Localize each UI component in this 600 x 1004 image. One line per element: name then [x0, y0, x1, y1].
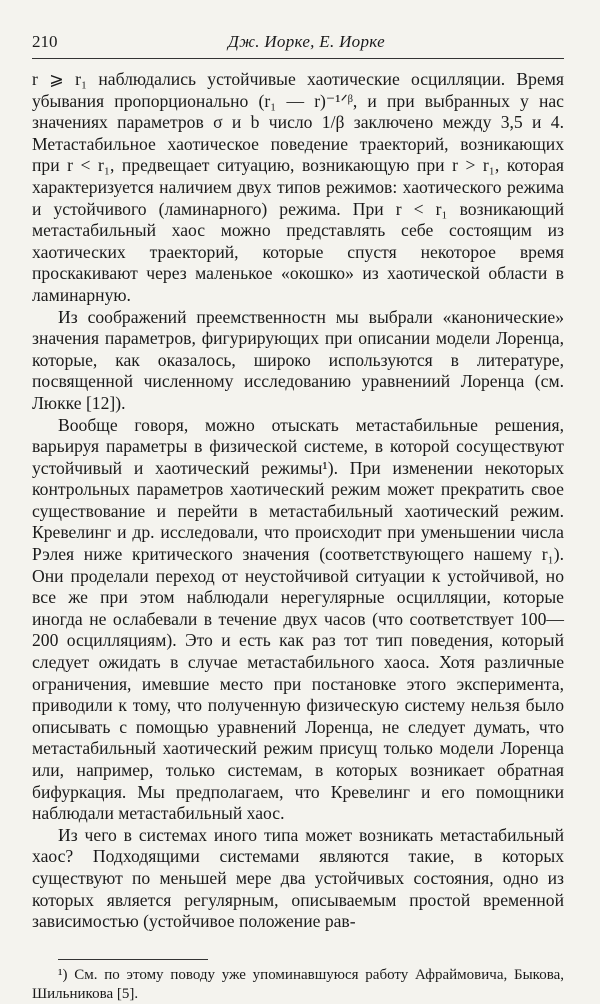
- paragraph: Из чего в системах иного типа может возникать метастабильный хаос? Подходящими системами являются такие, в которых существуют по меньшей мере два устойчивых состояния, одно из которых является регулярным, описываемым простой временной зависимостью (устойчивое положение рав-: [32, 824, 564, 932]
- paragraph: Вообще говоря, можно отыскать метастабильные решения, варьируя параметры в физической системе, в которой сосуществуют устойчивый и хаотический режимы¹). При изменении некоторых контрольных параметров хаотический режим может прекратить свое существование и перейти в метастабильный хаотический режим. Кревелинг и др. исследовали, что происходит при уменьшении числа Рэлея ниже критического значения (соответствующего нашему r₁). Они проделали переход от неустойчивой ситуации к устойчивой, но все же при этом наблюдали нерегулярные осцилляции, которые иногда не ослабевали в течение двух часов (что соответствует 100—200 осцилляциям). Это и есть как раз тот тип поведения, который следует ожидать в случае метастабильного хаоса. Хотя различные ограничения, имевшие место при постановке этого эксперимента, приводили к тому, что полученную физическую систему нельзя было описывать с помощью уравнений Лоренца, не следует думать, что метастабильный хаотический режим присущ только модели Лоренца или, например, только системам, в которых возникает обратная бифуркация. Мы предполагаем, что Кревелинг и его помощники наблюдали метастабильный хаос.: [32, 414, 564, 824]
- body-text: [32, 69, 564, 933]
- book-page: [32, 28, 564, 1004]
- footnote-divider: [58, 959, 208, 960]
- paragraph: Из соображений преемственностн мы выбрали «канонические» значения параметров, фигурирующих при описании модели Лоренца, которые, как оказалось, широко используются в литературе, посвященной численному исследованию уравнениий Лоренца (см. Люкке [12]).: [32, 306, 564, 413]
- running-title: Дж. Иорке, Е. Иорке: [228, 32, 385, 51]
- paragraph: r ⩾ r₁ наблюдались устойчивые хаотические осцилляции. Время убывания пропорционально (r₁ — r)⁻¹ᐟᵝ, и при выбранных у нас значениях параметров σ и b число 1/β заключено между 3,5 и 4. Метастабильное хаотическое поведение траекторий, возникающих при r < r₁, предвещает ситуацию, возникающую при r > r₁, которая характеризуется наличием двух типов режимов: хаотического режима и устойчивого (ламинарного) режима. При r < r₁ возникающий метастабильный хаос можно представлять себе состоящим из хаотических траекторий, которые спустя некоторое время проскакивают через маленькое «окошко» из хаотической области в ламинарную.: [32, 69, 564, 305]
- page-header: [32, 28, 564, 59]
- footnote: ¹) См. по этому поводу уже упоминавшуюся работу Афраймовича, Быкова, Шильникова [5].: [32, 966, 564, 1002]
- page-number: 210: [32, 32, 58, 51]
